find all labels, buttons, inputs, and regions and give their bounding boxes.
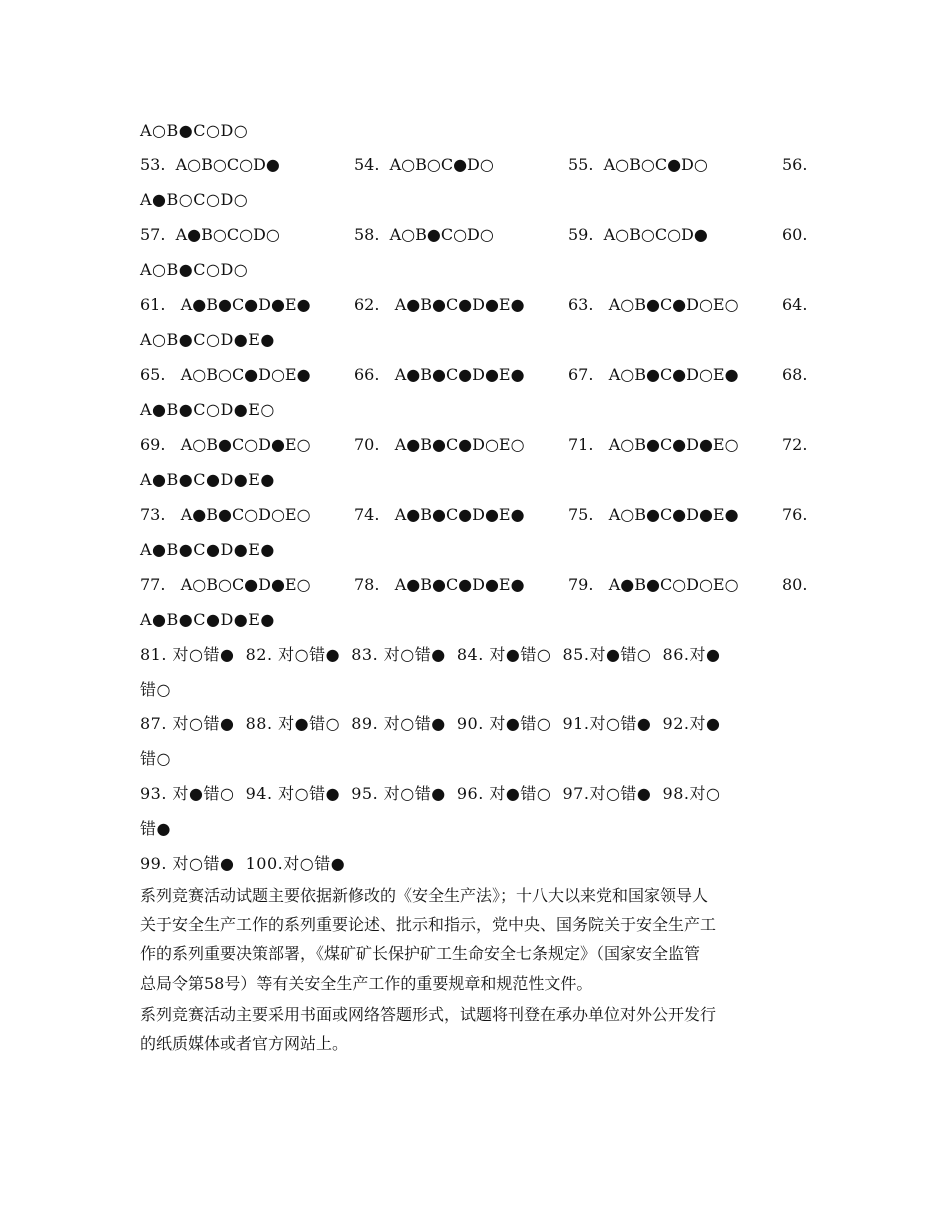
- answer-item: 74. A●B●C●D●E●: [354, 505, 525, 524]
- answer-item: 77. A○B○C●D●E○: [140, 575, 311, 594]
- paragraph-sources: [140, 881, 810, 998]
- answer-item: 76.: [782, 505, 808, 524]
- true-false-line: 错●: [140, 819, 171, 838]
- answer-row: [140, 434, 808, 456]
- answer-item: 64.: [782, 295, 808, 314]
- answer-item: 59. A○B○C○D●: [568, 225, 708, 244]
- paragraph-line: 的纸质媒体或者官方网站上。: [140, 1034, 349, 1054]
- paragraph-line: 总局令第58号）等有关安全生产工作的重要规章和规范性文件。: [140, 973, 593, 993]
- answer-line: A●B●C●D●E●: [140, 540, 275, 559]
- answer-row: [140, 364, 808, 386]
- true-false-line: 81. 对○错● 82. 对○错● 83. 对○错● 84. 对●错○ 85.对●错○ 86.对●: [140, 645, 721, 664]
- answer-row: [140, 294, 808, 316]
- answer-item: 53. A○B○C○D●: [140, 155, 280, 174]
- answer-row: [140, 224, 808, 246]
- answer-item: 57. A●B○C○D○: [140, 225, 280, 244]
- answer-line: A○B●C○D●E●: [140, 330, 275, 349]
- answer-item: 69. A○B●C○D●E○: [140, 435, 311, 454]
- paragraph-line: 作的系列重要决策部署，《煤矿矿长保护矿工生命安全七条规定》（国家安全监管: [140, 944, 701, 964]
- answer-item: 72.: [782, 435, 808, 454]
- answer-item: 55. A○B○C●D○: [568, 155, 708, 174]
- answer-item: 67. A○B●C●D○E●: [568, 365, 739, 384]
- answer-row: [140, 574, 808, 596]
- true-false-line: 99. 对○错● 100.对○错●: [140, 854, 346, 873]
- answer-item: 80.: [782, 575, 808, 594]
- answer-item: 71. A○B●C●D●E○: [568, 435, 739, 454]
- answer-item: 73. A●B●C○D○E○: [140, 505, 311, 524]
- true-false-line: 错○: [140, 680, 171, 699]
- answer-item: 54. A○B○C●D○: [354, 155, 494, 174]
- paragraph-line: 系列竞赛活动试题主要依据新修改的《安全生产法》；十八大以来党和国家领导人: [140, 886, 709, 905]
- paragraph-line: 系列竞赛活动主要采用书面或网络答题形式，试题将刊登在承办单位对外公开发行: [140, 1005, 717, 1024]
- answer-line: A○B●C○D○: [140, 121, 249, 140]
- answer-item: 70. A●B●C●D○E○: [354, 435, 525, 454]
- true-false-line: 错○: [140, 749, 171, 768]
- answer-line: A●B●C●D●E●: [140, 610, 275, 629]
- answer-row: [140, 504, 808, 526]
- answer-item: 68.: [782, 365, 808, 384]
- true-false-line: 93. 对●错○ 94. 对○错● 95. 对○错● 96. 对●错○ 97.对○错● 98.对○: [140, 784, 721, 803]
- answer-item: 79. A●B●C○D○E○: [568, 575, 739, 594]
- answer-item: 63. A○B●C●D○E○: [568, 295, 739, 314]
- answer-line: A●B●C●D●E●: [140, 470, 275, 489]
- answer-item: 56.: [782, 155, 808, 174]
- answer-item: 60.: [782, 225, 808, 244]
- answer-line: A●B○C○D○: [140, 190, 249, 209]
- answer-item: 58. A○B●C○D○: [354, 225, 494, 244]
- paragraph-line: 关于安全生产工作的系列重要论述、批示和指示，党中央、国务院关于安全生产工: [140, 915, 717, 935]
- answer-item: 62. A●B●C●D●E●: [354, 295, 525, 314]
- answer-item: 65. A○B○C●D○E●: [140, 365, 311, 384]
- answer-item: 61. A●B●C●D●E●: [140, 295, 311, 314]
- answer-row: [140, 154, 808, 176]
- true-false-line: 87. 对○错● 88. 对●错○ 89. 对○错● 90. 对●错○ 91.对○错● 92.对●: [140, 714, 721, 733]
- answer-line: A○B●C○D○: [140, 260, 249, 279]
- paragraph-format: [140, 1000, 810, 1058]
- answer-line: A●B●C○D●E○: [140, 400, 275, 419]
- answer-item: 75. A○B●C●D●E●: [568, 505, 739, 524]
- answer-item: 66. A●B●C●D●E●: [354, 365, 525, 384]
- answer-item: 78. A●B●C●D●E●: [354, 575, 525, 594]
